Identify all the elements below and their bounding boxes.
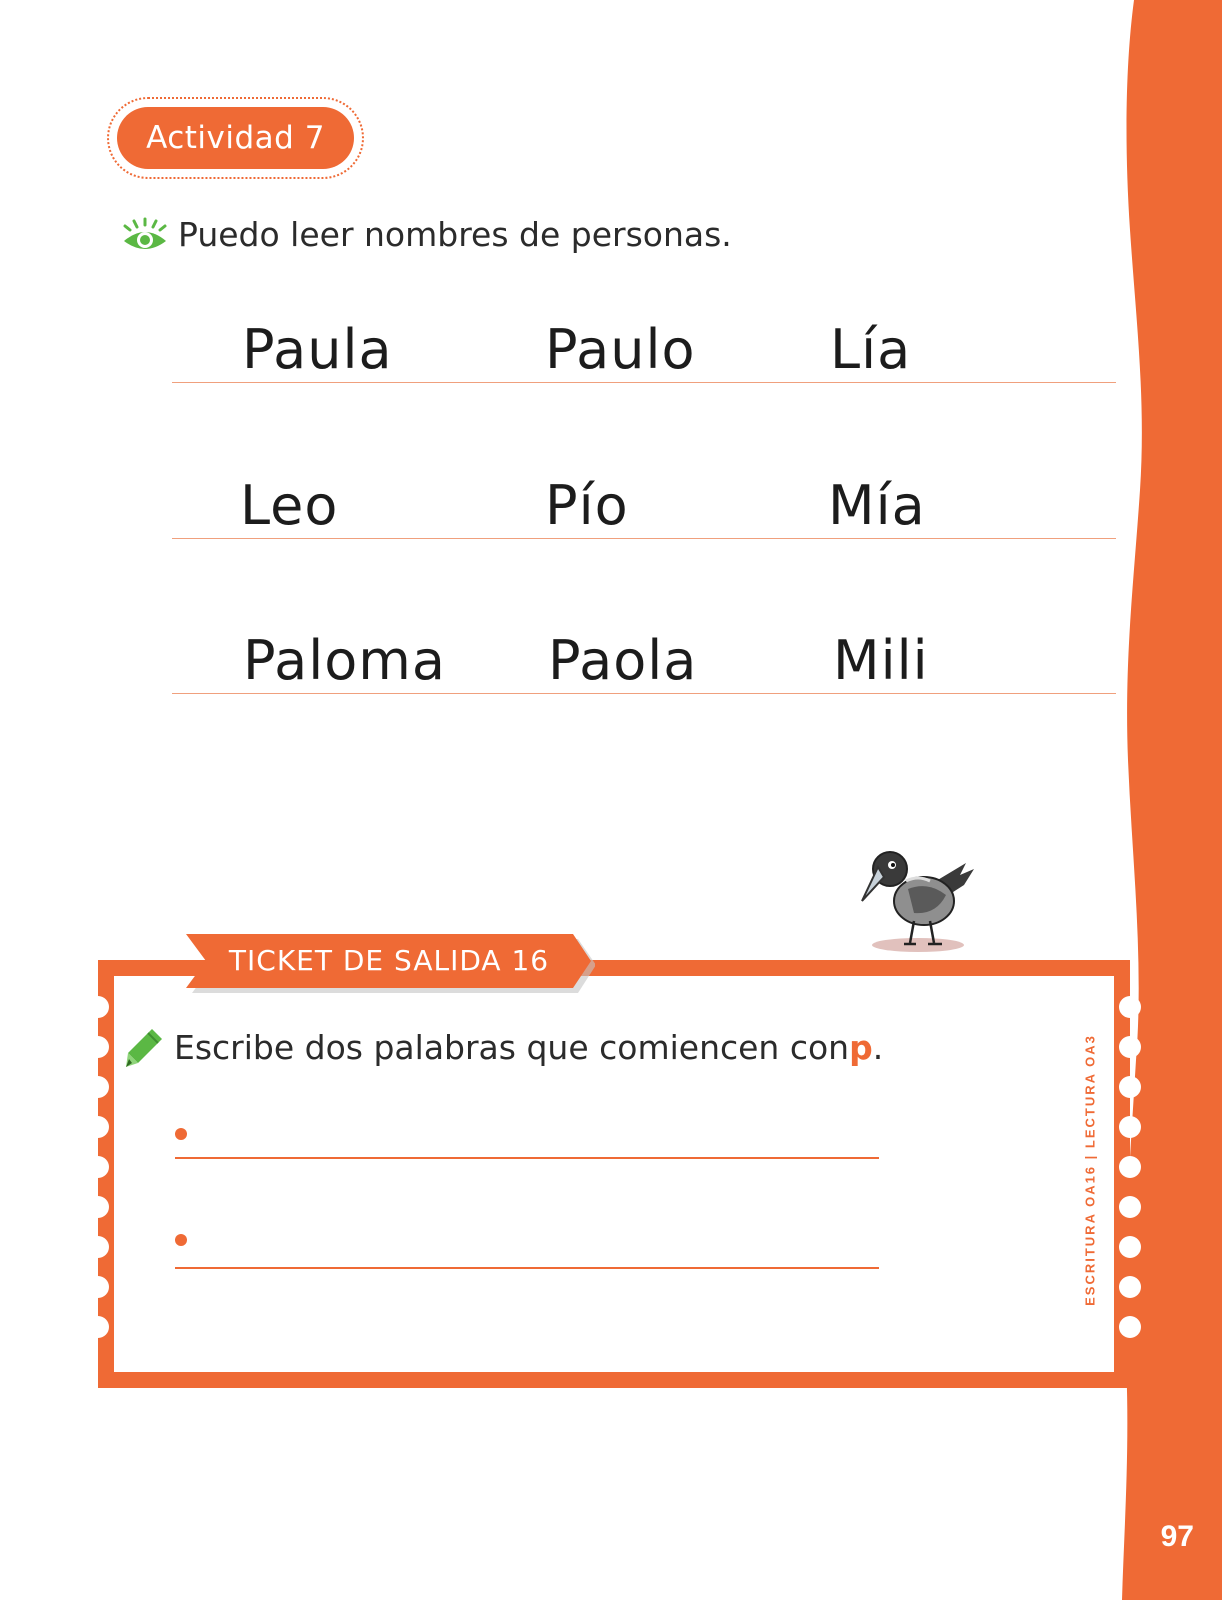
name-word: Paola <box>548 629 698 692</box>
bird-illustration <box>848 815 988 960</box>
name-row <box>172 292 1116 383</box>
name-word: Lía <box>830 318 912 381</box>
instruction-text: Puedo leer nombres de personas. <box>178 215 732 254</box>
eye-icon <box>122 217 168 253</box>
name-word: Mili <box>833 629 929 692</box>
instruction <box>122 215 732 254</box>
answer-line[interactable] <box>175 1267 879 1269</box>
name-row <box>172 448 1116 539</box>
ticket-title: TICKET DE SALIDA 16 <box>228 944 550 977</box>
name-word: Mía <box>828 474 926 537</box>
curriculum-code-text: ESCRITURA OA16 | LECTURA OA3 <box>1082 1034 1098 1306</box>
ticket-prompt-period: . <box>872 1027 884 1067</box>
ticket-prompt-letter: p <box>849 1027 873 1067</box>
name-word: Pío <box>545 474 629 537</box>
answer-bullet <box>175 1128 187 1140</box>
page-side-band <box>1122 0 1222 1600</box>
name-word: Paula <box>242 318 393 381</box>
name-word: Paulo <box>545 318 696 381</box>
ticket-banner <box>183 932 595 994</box>
ticket-prompt-text: Escribe dos palabras que comiencen con <box>174 1027 850 1067</box>
name-word: Paloma <box>243 629 446 692</box>
ticket-prompt <box>122 1025 883 1069</box>
answer-bullet <box>175 1234 187 1246</box>
activity-label: Actividad 7 <box>117 107 354 169</box>
page-number: 97 <box>1160 1520 1194 1553</box>
answer-line[interactable] <box>175 1157 879 1159</box>
pencil-icon <box>122 1025 166 1069</box>
name-row <box>172 603 1116 694</box>
activity-badge <box>107 97 364 179</box>
name-word: Leo <box>240 474 339 537</box>
